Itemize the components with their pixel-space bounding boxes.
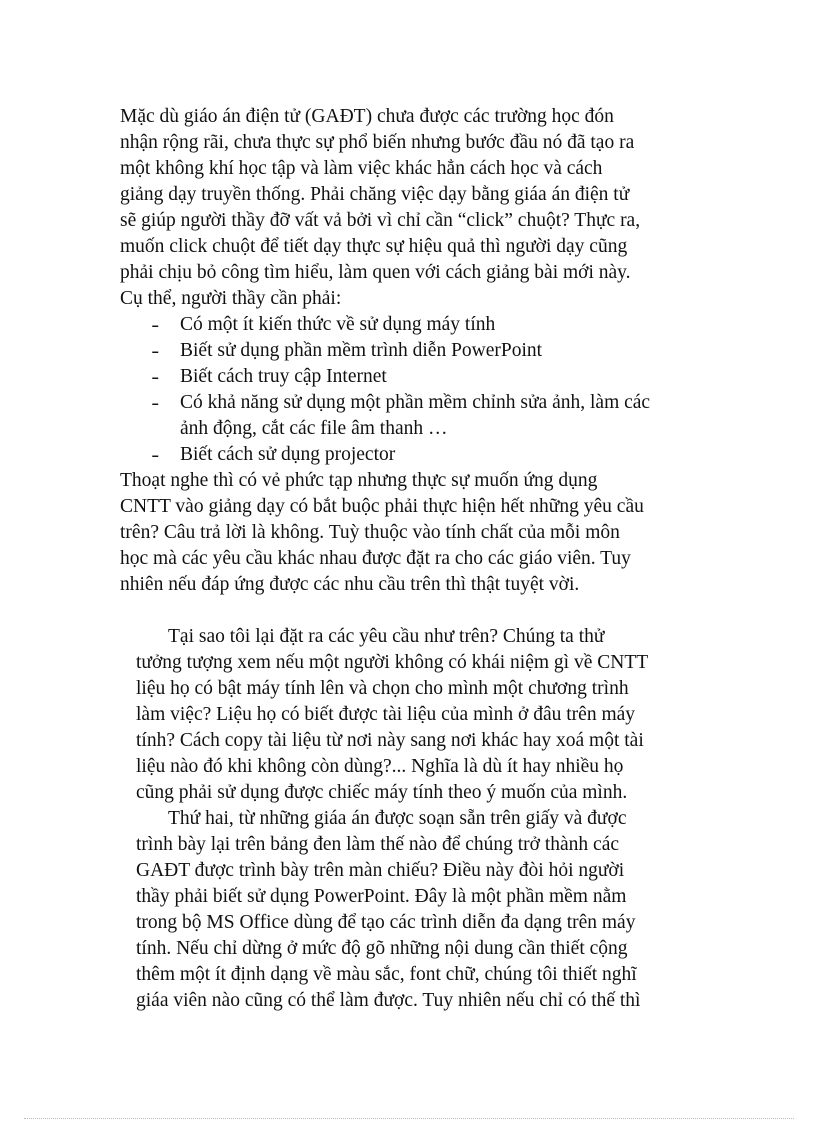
text-line: làm việc? Liệu họ có biết được tài liệu của mình ở đâu trên máy: [136, 704, 636, 725]
text-line: nhận rộng rãi, chưa thực sự phổ biến nhưng bước đầu nó đã tạo ra: [120, 132, 635, 153]
list-item: [120, 390, 704, 416]
text-line: tưởng tượng xem nếu một người không có khái niệm gì về CNTT: [136, 652, 649, 673]
bullet-dash-icon: ˗: [152, 366, 159, 387]
list-item: [120, 338, 704, 364]
text-line: nhiên nếu đáp ứng được các nhu cầu trên thì thật tuyệt vời.: [120, 574, 580, 595]
text-line: Cụ thể, người thầy cần phải:: [120, 288, 342, 309]
paragraph-spacer: [120, 598, 704, 624]
text-line: Thứ hai, từ những giáa án được soạn sẵn trên giấy và được: [168, 808, 627, 829]
text-line: tính? Cách copy tài liệu từ nơi này sang nơi khác hay xoá một tài: [136, 730, 644, 751]
text-line: thầy phải biết sử dụng PowerPoint. Đây là một phần mềm nằm: [136, 886, 627, 907]
bullet-dash-icon: ˗: [152, 444, 159, 465]
list-item-text: Có khả năng sử dụng một phần mềm chỉnh sửa ảnh, làm các: [180, 392, 651, 413]
text-line: muốn click chuột để tiết dạy thực sự hiệu quả thì người dạy cũng: [120, 236, 628, 257]
text-line: CNTT vào giảng dạy có bắt buộc phải thực hiện hết những yêu cầu: [120, 496, 644, 517]
text-line: trong bộ MS Office dùng để tạo các trình diễn đa dạng trên máy: [136, 912, 636, 933]
paragraph-powerpoint: [120, 806, 704, 1014]
bullet-dash-icon: ˗: [152, 340, 159, 361]
text-line: một không khí học tập và làm việc khác hẳn cách học và cách: [120, 158, 603, 179]
page-bottom-divider: [24, 1118, 794, 1119]
text-line: trình bày lại trên bảng đen làm thế nào để chúng trở thành các: [136, 834, 620, 855]
list-item: [120, 364, 704, 390]
list-item: [120, 312, 704, 338]
text-line: Thoạt nghe thì có vẻ phức tạp nhưng thực sự muốn ứng dụng: [120, 470, 598, 491]
list-item-text: Biết sử dụng phần mềm trình diễn PowerPoint: [180, 340, 543, 361]
bullet-dash-icon: ˗: [152, 392, 159, 413]
paragraph-intro: [120, 104, 704, 312]
text-line: thêm một ít định dạng về màu sắc, font chữ, chúng tôi thiết nghĩ: [136, 964, 637, 985]
list-item-continuation: ảnh động, cắt các file âm thanh …: [180, 418, 448, 439]
text-line: Tại sao tôi lại đặt ra các yêu cầu như trên? Chúng ta thử: [168, 626, 605, 647]
paragraph-why: [120, 624, 704, 806]
text-line: giáa viên nào cũng có thể làm được. Tuy nhiên nếu chỉ có thế thì: [136, 990, 641, 1011]
list-item-text: Có một ít kiến thức về sử dụng máy tính: [180, 314, 496, 335]
text-line: phải chịu bỏ công tìm hiểu, làm quen với cách giảng bài mới này.: [120, 262, 631, 283]
paragraph-conclusion: [120, 468, 704, 598]
list-item-text: Biết cách sử dụng projector: [180, 444, 396, 465]
text-line: học mà các yêu cầu khác nhau được đặt ra cho các giáo viên. Tuy: [120, 548, 631, 569]
text-line: sẽ giúp người thầy đỡ vất vả bởi vì chỉ cần “click” chuột? Thực ra,: [120, 210, 641, 231]
text-line: GAĐT được trình bày trên màn chiếu? Điều này đòi hỏi người: [136, 860, 625, 881]
list-item: [120, 442, 704, 468]
text-line: Mặc dù giáo án điện tử (GAĐT) chưa được các trường học đón: [120, 106, 614, 127]
text-line: cũng phải sử dụng được chiếc máy tính theo ý muốn của mình.: [136, 782, 628, 803]
text-line: liệu họ có bật máy tính lên và chọn cho mình một chương trình: [136, 678, 629, 699]
requirements-list: [120, 312, 704, 468]
bullet-dash-icon: ˗: [152, 314, 159, 335]
text-line: liệu nào đó khi không còn dùng?... Nghĩa là dù ít hay nhiều họ: [136, 756, 624, 777]
list-item-text: Biết cách truy cập Internet: [180, 366, 387, 387]
document-body: [120, 104, 704, 1014]
text-line: tính. Nếu chỉ dừng ở mức độ gõ những nội dung cần thiết cộng: [136, 938, 628, 959]
text-line: trên? Câu trả lời là không. Tuỳ thuộc vào tính chất của mỗi môn: [120, 522, 620, 543]
text-line: giảng dạy truyền thống. Phải chăng việc dạy bằng giáa án điện tử: [120, 184, 630, 205]
